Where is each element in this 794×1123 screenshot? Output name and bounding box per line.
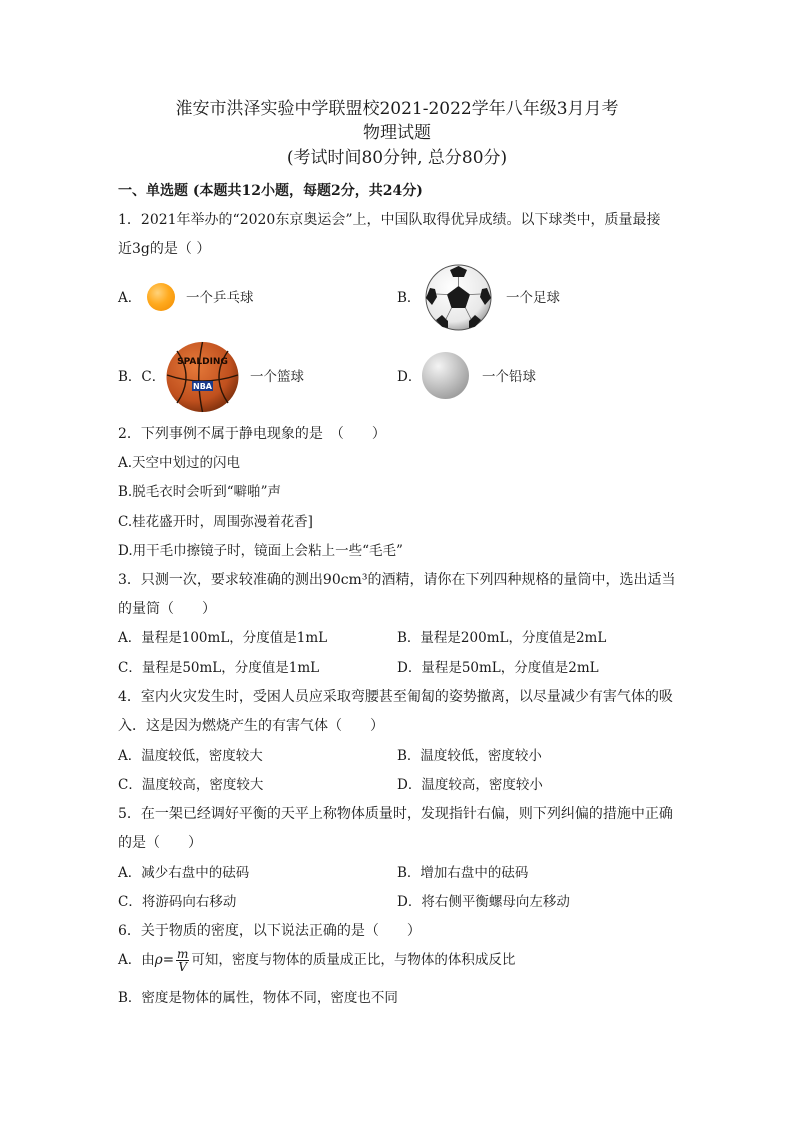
q3-option-d: D．量程是50mL，分度值是2mL <box>397 660 599 676</box>
density-fraction <box>176 948 189 973</box>
exam-title: 淮安市洪泽实验中学联盟校2021-2022学年八年级3月月考 <box>175 99 619 119</box>
q1-option-c-text: 一个篮球 <box>250 369 304 385</box>
exam-subject: 物理试题 <box>363 123 431 143</box>
q2-option-b: B.脱毛衣时会听到“噼啪”声 <box>118 484 282 500</box>
q4-stem-line1: 4．室内火灾发生时，受困人员应采取弯腰甚至匍匐的姿势撤离，以尽量减少有害气体的吸 <box>118 689 673 705</box>
q1-option-d-label: D． <box>397 369 422 385</box>
q3-option-b: B．量程是200mL，分度值是2mL <box>397 630 607 646</box>
q5-option-c: C．将游码向右移动 <box>118 894 237 910</box>
q6-option-a-suffix: 可知，密度与物体的质量成正比，与物体的体积成反比 <box>191 952 516 968</box>
section-heading: 一、单选题 (本题共12小题，每题2分，共24分) <box>118 183 423 199</box>
q4-option-c: C．温度较高，密度较大 <box>118 777 264 793</box>
q1-option-b-text: 一个足球 <box>506 290 560 306</box>
q6-option-a-prefix: A．由 <box>118 952 155 968</box>
q1-stem-line2: 近3g的是（ ） <box>118 241 211 257</box>
q2-option-a: A.天空中划过的闪电 <box>118 455 241 471</box>
basketball-image <box>165 341 240 413</box>
q1-option-a-label: A． <box>118 290 142 306</box>
q3-stem-line2: 的量筒（ ） <box>118 601 216 617</box>
q4-option-b: B．温度较低，密度较小 <box>397 748 542 764</box>
q6-option-a <box>118 947 515 973</box>
q3-stem-line1: 3．只测一次，要求较准确的测出90cm³的酒精，请你在下列四种规格的量筒中，选出适当 <box>118 572 676 588</box>
q5-stem-line1: 5．在一架已经调好平衡的天平上称物体质量时，发现指针右偏，则下列纠偏的措施中正确 <box>118 806 673 822</box>
ping-pong-ball-image <box>147 283 175 311</box>
q2-option-d: D.用干毛巾擦镜子时，镜面上会粘上一些“毛毛” <box>118 543 403 559</box>
q3-option-a: A．量程是100mL，分度值是1mL <box>118 630 328 646</box>
q6-option-b: B．密度是物体的属性，物体不同，密度也不同 <box>118 990 398 1006</box>
q5-stem-line2: 的是（ ） <box>118 835 202 851</box>
equals-sign: = <box>162 952 174 968</box>
soccer-ball-image <box>425 264 492 331</box>
fraction-denominator: V <box>178 960 188 974</box>
q4-stem-line2: 入．这是因为燃烧产生的有害气体（ ） <box>118 718 384 734</box>
q2-option-c: C.桂花盛开时，周围弥漫着花香] <box>118 514 313 530</box>
q1-option-c-label: B．C． <box>118 369 166 385</box>
rho-symbol: ρ <box>154 952 163 968</box>
shot-put-ball-image <box>422 352 469 399</box>
q1-option-d-text: 一个铅球 <box>482 369 536 385</box>
exam-info: (考试时间80分钟, 总分80分) <box>286 148 508 168</box>
q1-option-b-label: B． <box>397 290 421 306</box>
q1-option-a-text: 一个乒乓球 <box>186 290 254 306</box>
q5-option-b: B．增加右盘中的砝码 <box>397 865 529 881</box>
fraction-numerator: m <box>177 947 189 961</box>
basketball-logo-text: NBA <box>193 382 212 391</box>
basketball-brand-text: SPALDING <box>177 357 228 367</box>
q1-stem-line1: 1．2021年举办的“2020东京奥运会”上，中国队取得优异成绩。以下球类中，质量最接 <box>118 212 661 228</box>
q2-stem: 2．下列事例不属于静电现象的是 （ ） <box>118 426 386 442</box>
q5-option-a: A．减少右盘中的砝码 <box>118 865 250 881</box>
q4-option-d: D．温度较高，密度较小 <box>397 777 543 793</box>
q5-option-d: D．将右侧平衡螺母向左移动 <box>397 894 570 910</box>
q3-option-c: C．量程是50mL，分度值是1mL <box>118 660 320 676</box>
q4-option-a: A．温度较低，密度较大 <box>118 748 263 764</box>
q6-stem: 6．关于物质的密度，以下说法正确的是（ ） <box>118 923 421 939</box>
